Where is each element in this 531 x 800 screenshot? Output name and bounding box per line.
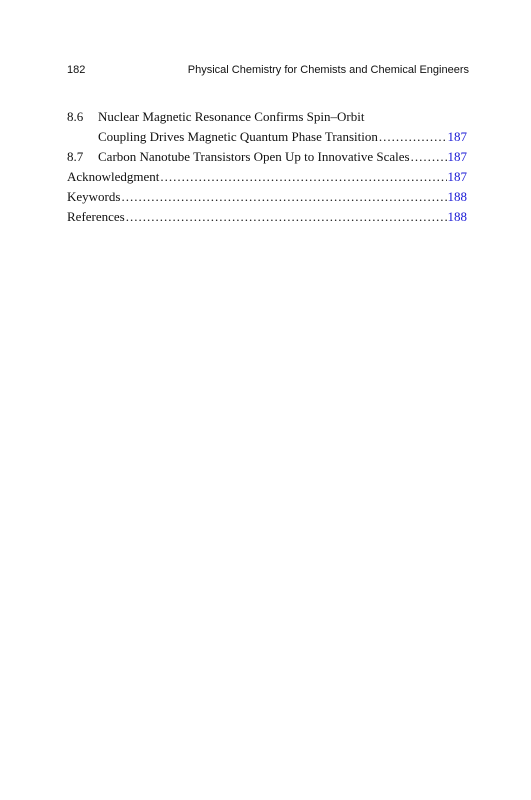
toc-entry-references[interactable]	[67, 207, 467, 227]
toc-entry-title: Acknowledgment	[67, 169, 160, 184]
running-header	[67, 64, 469, 80]
toc-page-link[interactable]: 187	[447, 129, 467, 144]
toc-page-link[interactable]: 187	[447, 169, 467, 184]
toc-entry-title: References	[67, 209, 125, 224]
page-number: 182	[67, 64, 86, 76]
toc-entry-title: Carbon Nanotube Transistors Open Up to Innovative Scales	[98, 149, 410, 164]
toc-entry-title: Nuclear Magnetic Resonance Confirms Spin–Orbit	[98, 109, 365, 124]
toc-page-link[interactable]: 187	[447, 149, 467, 164]
toc-entry-8-6-line-2[interactable]	[67, 127, 467, 147]
running-title: Physical Chemistry for Chemists and Chemical Engineers	[187, 64, 469, 76]
toc-entry-8-6-line-1	[67, 107, 467, 127]
dot-leader	[379, 127, 447, 147]
dot-leader	[121, 187, 446, 207]
toc-entry-keywords[interactable]	[67, 187, 467, 207]
table-of-contents	[67, 107, 467, 227]
toc-entry-8-7[interactable]	[67, 147, 467, 167]
toc-entry-number: 8.6	[67, 109, 84, 124]
dot-leader	[411, 147, 447, 167]
toc-entry-title: Coupling Drives Magnetic Quantum Phase Transition	[98, 129, 378, 144]
toc-page-link[interactable]: 188	[447, 209, 467, 224]
dot-leader	[160, 167, 446, 187]
toc-entry-title: Keywords	[67, 189, 121, 204]
dot-leader	[126, 207, 447, 227]
toc-page-link[interactable]: 188	[447, 189, 467, 204]
toc-entry-number: 8.7	[67, 149, 84, 164]
toc-entry-acknowledgment[interactable]	[67, 167, 467, 187]
